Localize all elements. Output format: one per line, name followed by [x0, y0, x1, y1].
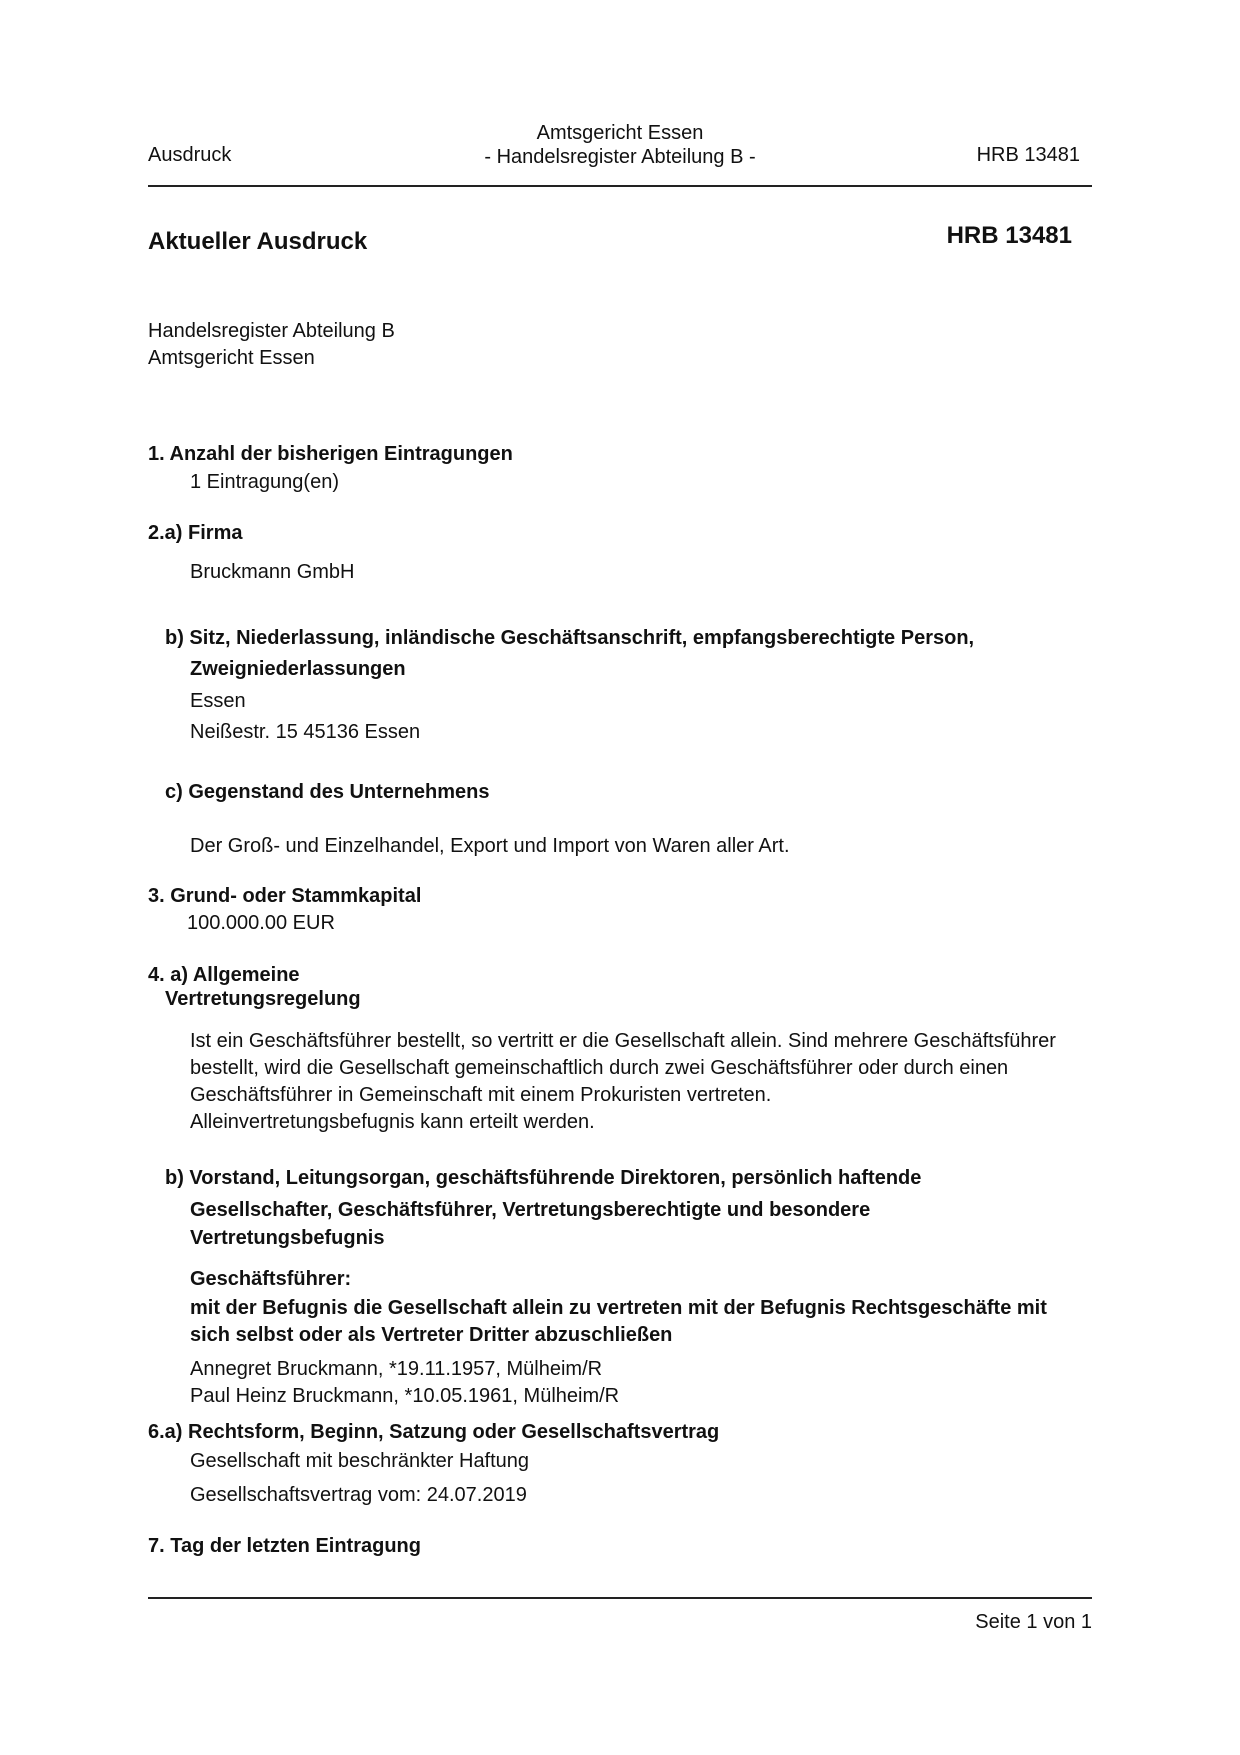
section-2a-heading: 2.a) Firma — [148, 522, 243, 544]
managing-director-role: Geschäftsführer: — [190, 1268, 352, 1290]
section-7-heading: 7. Tag der letzten Eintragung — [148, 1535, 421, 1557]
business-purpose: Der Groß- und Einzelhandel, Export und Import von Waren aller Art. — [190, 835, 790, 857]
header-court: Amtsgericht Essen — [536, 122, 704, 144]
register-division: Handelsregister Abteilung B — [148, 320, 395, 342]
section-4b-heading-cont: Gesellschafter, Geschäftsführer, Vertretungsberechtigte und besondere — [190, 1199, 871, 1221]
representation-text-line: Geschäftsführer in Gemeinschaft mit einem Prokuristen vertreten. — [190, 1084, 772, 1106]
title-register-number: HRB 13481 — [946, 222, 1072, 249]
representation-text-line: Alleinvertretungsbefugnis kann erteilt werden. — [190, 1111, 595, 1133]
section-4b-heading: b) Vorstand, Leitungsorgan, geschäftsführende Direktoren, persönlich haftende — [165, 1167, 922, 1189]
section-2b-heading: b) Sitz, Niederlassung, inländische Geschäftsanschrift, empfangsberechtigte Person, — [165, 627, 975, 649]
section-1-value: 1 Eintragung(en) — [190, 471, 339, 493]
authority-text-line: sich selbst oder als Vertreter Dritter abzuschließen — [190, 1324, 673, 1346]
company-seat: Essen — [190, 690, 246, 712]
representation-text-line: bestellt, wird die Gesellschaft gemeinschaftlich durch zwei Geschäftsführer oder durch einen — [190, 1057, 1009, 1079]
header-divider — [148, 185, 1092, 187]
authority-text-line: mit der Befugnis die Gesellschaft allein zu vertreten mit der Befugnis Rechtsgeschäfte mit — [190, 1297, 1047, 1319]
legal-form: Gesellschaft mit beschränkter Haftung — [190, 1450, 530, 1472]
section-2c-heading: c) Gegenstand des Unternehmens — [165, 781, 490, 803]
header-left-label: Ausdruck — [148, 144, 232, 166]
company-address: Neißestr. 15 45136 Essen — [190, 721, 421, 743]
section-3-heading: 3. Grund- oder Stammkapital — [148, 885, 422, 907]
register-court: Amtsgericht Essen — [148, 347, 315, 369]
representation-text-line: Ist ein Geschäftsführer bestellt, so vertritt er die Gesellschaft allein. Sind mehrere Geschäftsführer — [190, 1030, 1056, 1052]
managing-director-entry: Paul Heinz Bruckmann, *10.05.1961, Mülheim/R — [190, 1385, 620, 1407]
section-4b-heading-cont: Vertretungsbefugnis — [190, 1227, 385, 1249]
header-register-division: - Handelsregister Abteilung B - — [484, 146, 756, 168]
managing-director-entry: Annegret Bruckmann, *19.11.1957, Mülheim/R — [190, 1358, 603, 1380]
section-4a-heading-cont: Vertretungsregelung — [165, 988, 361, 1010]
company-name: Bruckmann GmbH — [190, 561, 355, 583]
share-capital: 100.000.00 EUR — [187, 912, 335, 934]
footer-divider — [148, 1597, 1092, 1599]
page-number: Seite 1 von 1 — [975, 1611, 1092, 1633]
section-2b-heading-cont: Zweigniederlassungen — [190, 658, 406, 680]
section-4a-heading: 4. a) Allgemeine — [148, 964, 300, 986]
section-1-heading: 1. Anzahl der bisherigen Eintragungen — [148, 443, 513, 465]
header-register-number: HRB 13481 — [976, 144, 1080, 166]
section-6a-heading: 6.a) Rechtsform, Beginn, Satzung oder Gesellschaftsvertrag — [148, 1421, 720, 1443]
page-title: Aktueller Ausdruck — [148, 228, 368, 255]
articles-date: Gesellschaftsvertrag vom: 24.07.2019 — [190, 1484, 527, 1506]
